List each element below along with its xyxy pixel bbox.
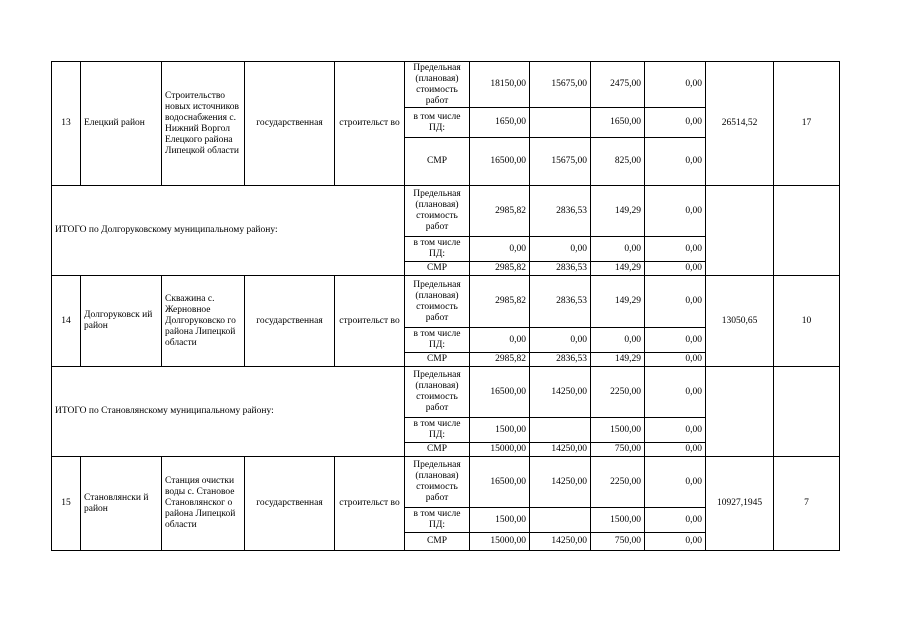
- district-cell: Становлянски й район: [81, 457, 162, 551]
- value-cell: 15000,00: [470, 533, 530, 551]
- value-cell: 0,00: [645, 62, 706, 108]
- category-cost-label: Предельная (плановая) стоимость работ: [405, 62, 470, 108]
- value-cell: 1650,00: [470, 108, 530, 138]
- row-number: 15: [52, 457, 81, 551]
- value-cell: 0,00: [645, 262, 706, 276]
- value-cell: 0,00: [645, 186, 706, 237]
- category-pd-label: в том числе ПД:: [405, 328, 470, 353]
- value-cell: 1500,00: [470, 508, 530, 533]
- category-smr-label: СМР: [405, 138, 470, 186]
- category-pd-label: в том числе ПД:: [405, 418, 470, 443]
- value-cell: 0,00: [645, 508, 706, 533]
- value-cell: 15675,00: [530, 62, 591, 108]
- value-cell: 0,00: [591, 237, 645, 262]
- category-pd-label: в том числе ПД:: [405, 508, 470, 533]
- value-cell: 0,00: [645, 443, 706, 457]
- empty-cell: [706, 367, 774, 457]
- value-cell: 14250,00: [530, 533, 591, 551]
- value-cell: 0,00: [530, 328, 591, 353]
- value-cell: 14250,00: [530, 457, 591, 508]
- value-cell: 0,00: [645, 418, 706, 443]
- value-cell: 0,00: [645, 328, 706, 353]
- value-cell: [530, 108, 591, 138]
- table-row: [52, 367, 840, 418]
- table-row: [52, 62, 840, 108]
- value-cell: 0,00: [645, 353, 706, 367]
- category-cost-label: Предельная (плановая) стоимость работ: [405, 186, 470, 237]
- extra-value-cell: 10927,1945: [706, 457, 774, 551]
- value-cell: 0,00: [470, 237, 530, 262]
- value-cell: [530, 508, 591, 533]
- extra-value-cell: 13050,65: [706, 276, 774, 367]
- value-cell: 0,00: [645, 138, 706, 186]
- ownership-cell: государственная: [245, 62, 335, 186]
- value-cell: 1500,00: [591, 508, 645, 533]
- value-cell: 1500,00: [591, 418, 645, 443]
- category-pd-label: в том числе ПД:: [405, 237, 470, 262]
- value-cell: 149,29: [591, 353, 645, 367]
- value-cell: 14250,00: [530, 367, 591, 418]
- extra-value-cell: 26514,52: [706, 62, 774, 186]
- value-cell: 16500,00: [470, 138, 530, 186]
- value-cell: 0,00: [645, 367, 706, 418]
- last-value-cell: 17: [774, 62, 840, 186]
- category-smr-label: СМР: [405, 443, 470, 457]
- kind-cell: строительст во: [335, 62, 405, 186]
- category-cost-label: Предельная (плановая) стоимость работ: [405, 276, 470, 328]
- category-smr-label: СМР: [405, 353, 470, 367]
- district-cell: Долгоруковск ий район: [81, 276, 162, 367]
- value-cell: 18150,00: [470, 62, 530, 108]
- value-cell: 14250,00: [530, 443, 591, 457]
- value-cell: 2985,82: [470, 186, 530, 237]
- table-row: [52, 457, 840, 508]
- value-cell: [530, 418, 591, 443]
- value-cell: 149,29: [591, 262, 645, 276]
- object-cell: Станция очистки воды с. Становое Становлянског о района Липецкой области: [162, 457, 245, 551]
- value-cell: 0,00: [645, 533, 706, 551]
- category-cost-label: Предельная (плановая) стоимость работ: [405, 457, 470, 508]
- value-cell: 2985,82: [470, 353, 530, 367]
- value-cell: 1650,00: [591, 108, 645, 138]
- value-cell: 0,00: [470, 328, 530, 353]
- value-cell: 0,00: [530, 237, 591, 262]
- category-cost-label: Предельная (плановая) стоимость работ: [405, 367, 470, 418]
- value-cell: 825,00: [591, 138, 645, 186]
- empty-cell: [774, 367, 840, 457]
- value-cell: 2836,53: [530, 353, 591, 367]
- district-cell: Елецкий район: [81, 62, 162, 186]
- value-cell: 15000,00: [470, 443, 530, 457]
- value-cell: 2836,53: [530, 186, 591, 237]
- value-cell: 2250,00: [591, 367, 645, 418]
- value-cell: 1500,00: [470, 418, 530, 443]
- last-value-cell: 7: [774, 457, 840, 551]
- value-cell: 2985,82: [470, 262, 530, 276]
- last-value-cell: 10: [774, 276, 840, 367]
- value-cell: 0,00: [645, 457, 706, 508]
- value-cell: 0,00: [645, 237, 706, 262]
- empty-cell: [706, 186, 774, 276]
- table-row: [52, 276, 840, 328]
- kind-cell: строительст во: [335, 276, 405, 367]
- ownership-cell: государственная: [245, 457, 335, 551]
- category-smr-label: СМР: [405, 262, 470, 276]
- empty-cell: [774, 186, 840, 276]
- value-cell: 2475,00: [591, 62, 645, 108]
- value-cell: 2985,82: [470, 276, 530, 328]
- value-cell: 2836,53: [530, 262, 591, 276]
- row-number: 14: [52, 276, 81, 367]
- total-title: ИТОГО по Долгоруковскому муниципальному району:: [52, 186, 405, 276]
- ownership-cell: государственная: [245, 276, 335, 367]
- object-cell: Строительство новых источников водоснабжения с. Нижний Воргол Елецкого района Липецкой области: [162, 62, 245, 186]
- value-cell: 16500,00: [470, 367, 530, 418]
- kind-cell: строительст во: [335, 457, 405, 551]
- value-cell: 149,29: [591, 276, 645, 328]
- category-smr-label: СМР: [405, 533, 470, 551]
- total-title: ИТОГО по Становлянскому муниципальному району:: [52, 367, 405, 457]
- value-cell: 16500,00: [470, 457, 530, 508]
- value-cell: 15675,00: [530, 138, 591, 186]
- value-cell: 2250,00: [591, 457, 645, 508]
- value-cell: 0,00: [645, 108, 706, 138]
- value-cell: 149,29: [591, 186, 645, 237]
- value-cell: 0,00: [645, 276, 706, 328]
- value-cell: 750,00: [591, 533, 645, 551]
- value-cell: 2836,53: [530, 276, 591, 328]
- data-table: [51, 61, 840, 551]
- table-row: [52, 186, 840, 237]
- value-cell: 0,00: [591, 328, 645, 353]
- object-cell: Скважина с. Жерновное Долгоруковско го района Липецкой области: [162, 276, 245, 367]
- value-cell: 750,00: [591, 443, 645, 457]
- category-pd-label: в том числе ПД:: [405, 108, 470, 138]
- row-number: 13: [52, 62, 81, 186]
